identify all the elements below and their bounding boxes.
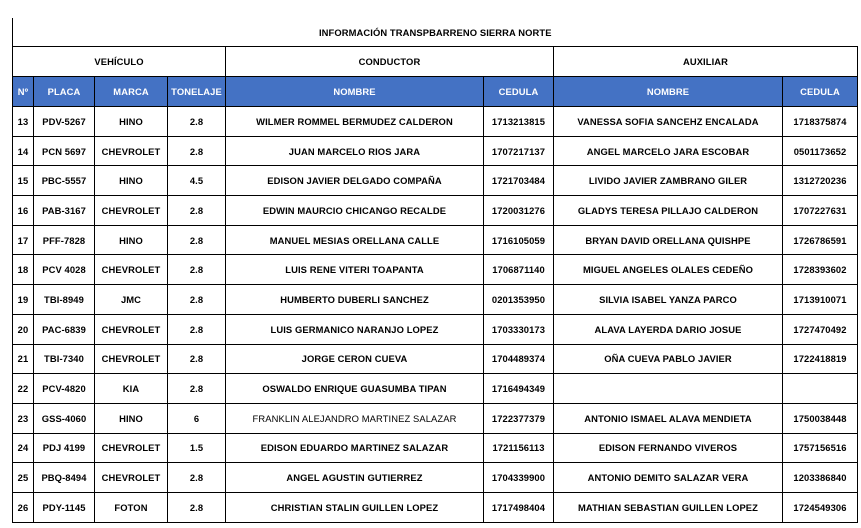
col-header-assistant-id: CEDULA <box>783 77 858 107</box>
cell-number: 23 <box>13 403 34 433</box>
group-driver: CONDUCTOR <box>226 47 554 77</box>
cell-plate: PBC-5557 <box>34 166 95 196</box>
cell-assistant-name: LIVIDO JAVIER ZAMBRANO GILER <box>554 166 783 196</box>
cell-assistant-id: 1724549306 <box>783 492 858 522</box>
cell-number: 17 <box>13 225 34 255</box>
cell-assistant-name: ANGEL MARCELO JARA ESCOBAR <box>554 136 783 166</box>
cell-tonnage: 2.8 <box>168 255 226 285</box>
cell-driver-name: HUMBERTO DUBERLI SANCHEZ <box>226 285 484 315</box>
cell-plate: TBI-8949 <box>34 285 95 315</box>
cell-driver-id: 1713213815 <box>484 107 554 137</box>
cell-driver-name: CHRISTIAN STALIN GUILLEN LOPEZ <box>226 492 484 522</box>
cell-driver-id: 1704339900 <box>484 463 554 493</box>
col-header-brand: MARCA <box>95 77 168 107</box>
table-row <box>13 196 858 226</box>
cell-plate: PDY-1145 <box>34 492 95 522</box>
cell-assistant-id: 1726786591 <box>783 225 858 255</box>
cell-plate: PAC-6839 <box>34 314 95 344</box>
cell-driver-id: 1706871140 <box>484 255 554 285</box>
cell-tonnage: 2.8 <box>168 136 226 166</box>
cell-tonnage: 4.5 <box>168 166 226 196</box>
cell-plate: PFF-7828 <box>34 225 95 255</box>
group-assistant: AUXILIAR <box>554 47 858 77</box>
cell-number: 19 <box>13 285 34 315</box>
cell-tonnage: 2.8 <box>168 285 226 315</box>
table-row <box>13 136 858 166</box>
cell-driver-id: 0201353950 <box>484 285 554 315</box>
cell-assistant-id: 1728393602 <box>783 255 858 285</box>
cell-plate: PCN 5697 <box>34 136 95 166</box>
cell-tonnage: 2.8 <box>168 374 226 404</box>
cell-number: 25 <box>13 463 34 493</box>
cell-tonnage: 2.8 <box>168 107 226 137</box>
cell-number: 14 <box>13 136 34 166</box>
cell-driver-name: MANUEL MESIAS ORELLANA CALLE <box>226 225 484 255</box>
cell-driver-id: 1722377379 <box>484 403 554 433</box>
cell-brand: HINO <box>95 403 168 433</box>
cell-number: 20 <box>13 314 34 344</box>
table-row <box>13 403 858 433</box>
cell-driver-name: LUIS GERMANICO NARANJO LOPEZ <box>226 314 484 344</box>
cell-plate: GSS-4060 <box>34 403 95 433</box>
table-row <box>13 107 858 137</box>
cell-driver-name: EDISON JAVIER DELGADO COMPAÑA <box>226 166 484 196</box>
cell-assistant-name: MATHIAN SEBASTIAN GUILLEN LOPEZ <box>554 492 783 522</box>
cell-driver-name: JUAN MARCELO RIOS JARA <box>226 136 484 166</box>
group-header-row <box>13 47 858 77</box>
col-header-tonnage: TONELAJE <box>168 77 226 107</box>
cell-assistant-name: EDISON FERNANDO VIVEROS <box>554 433 783 463</box>
cell-assistant-id: 1727470492 <box>783 314 858 344</box>
title-row <box>13 18 858 47</box>
cell-assistant-name: ANTONIO DEMITO SALAZAR VERA <box>554 463 783 493</box>
cell-tonnage: 2.8 <box>168 314 226 344</box>
cell-plate: TBI-7340 <box>34 344 95 374</box>
cell-number: 24 <box>13 433 34 463</box>
cell-tonnage: 2.8 <box>168 344 226 374</box>
table-row <box>13 255 858 285</box>
cell-assistant-name: GLADYS TERESA PILLAJO CALDERON <box>554 196 783 226</box>
cell-assistant-name: SILVIA ISABEL YANZA PARCO <box>554 285 783 315</box>
table-row <box>13 166 858 196</box>
cell-assistant-id: 1722418819 <box>783 344 858 374</box>
cell-brand: FOTON <box>95 492 168 522</box>
cell-assistant-id <box>783 374 858 404</box>
cell-tonnage: 6 <box>168 403 226 433</box>
cell-driver-name: JORGE CERON CUEVA <box>226 344 484 374</box>
cell-driver-id: 1704489374 <box>484 344 554 374</box>
cell-assistant-name: ANTONIO ISMAEL ALAVA MENDIETA <box>554 403 783 433</box>
table-row <box>13 374 858 404</box>
cell-driver-name: OSWALDO ENRIQUE GUASUMBA TIPAN <box>226 374 484 404</box>
cell-assistant-id: 1757156516 <box>783 433 858 463</box>
cell-number: 15 <box>13 166 34 196</box>
cell-driver-id: 1720031276 <box>484 196 554 226</box>
cell-brand: HINO <box>95 107 168 137</box>
cell-assistant-id: 1713910071 <box>783 285 858 315</box>
cell-driver-name: EDISON EDUARDO MARTINEZ SALAZAR <box>226 433 484 463</box>
col-header-plate: PLACA <box>34 77 95 107</box>
col-header-assistant-name: NOMBRE <box>554 77 783 107</box>
cell-driver-id: 1721703484 <box>484 166 554 196</box>
cell-brand: JMC <box>95 285 168 315</box>
cell-brand: CHEVROLET <box>95 255 168 285</box>
cell-tonnage: 2.8 <box>168 196 226 226</box>
cell-brand: HINO <box>95 166 168 196</box>
cell-number: 16 <box>13 196 34 226</box>
cell-plate: PCV-4820 <box>34 374 95 404</box>
cell-number: 13 <box>13 107 34 137</box>
cell-assistant-id: 1718375874 <box>783 107 858 137</box>
cell-driver-name: EDWIN MAURCIO CHICANGO RECALDE <box>226 196 484 226</box>
cell-number: 21 <box>13 344 34 374</box>
cell-driver-id: 1716105059 <box>484 225 554 255</box>
cell-brand: CHEVROLET <box>95 136 168 166</box>
table-row <box>13 344 858 374</box>
col-header-driver-name: NOMBRE <box>226 77 484 107</box>
cell-plate: PAB-3167 <box>34 196 95 226</box>
table-title: INFORMACIÓN TRANSPBARRENO SIERRA NORTE <box>13 18 858 47</box>
cell-plate: PCV 4028 <box>34 255 95 285</box>
cell-number: 22 <box>13 374 34 404</box>
cell-assistant-id: 1750038448 <box>783 403 858 433</box>
cell-plate: PDV-5267 <box>34 107 95 137</box>
cell-assistant-name: MIGUEL ANGELES OLALES CEDEÑO <box>554 255 783 285</box>
col-header-number: Nº <box>13 77 34 107</box>
cell-driver-id: 1717498404 <box>484 492 554 522</box>
cell-driver-id: 1721156113 <box>484 433 554 463</box>
cell-assistant-id: 0501173652 <box>783 136 858 166</box>
cell-tonnage: 2.8 <box>168 492 226 522</box>
table-row <box>13 285 858 315</box>
cell-brand: CHEVROLET <box>95 314 168 344</box>
cell-assistant-id: 1312720236 <box>783 166 858 196</box>
table-row <box>13 433 858 463</box>
cell-brand: HINO <box>95 225 168 255</box>
vehicle-info-table <box>12 18 858 523</box>
cell-assistant-name: BRYAN DAVID ORELLANA QUISHPE <box>554 225 783 255</box>
cell-driver-id: 1716494349 <box>484 374 554 404</box>
cell-brand: CHEVROLET <box>95 196 168 226</box>
cell-driver-name: WILMER ROMMEL BERMUDEZ CALDERON <box>226 107 484 137</box>
cell-driver-id: 1707217137 <box>484 136 554 166</box>
cell-assistant-name <box>554 374 783 404</box>
cell-brand: CHEVROLET <box>95 433 168 463</box>
group-vehicle: VEHÍCULO <box>13 47 226 77</box>
cell-plate: PBQ-8494 <box>34 463 95 493</box>
cell-number: 26 <box>13 492 34 522</box>
cell-brand: KIA <box>95 374 168 404</box>
cell-driver-name: LUIS RENE VITERI TOAPANTA <box>226 255 484 285</box>
cell-brand: CHEVROLET <box>95 344 168 374</box>
cell-tonnage: 1.5 <box>168 433 226 463</box>
cell-number: 18 <box>13 255 34 285</box>
table-row <box>13 492 858 522</box>
column-header-row <box>13 77 858 107</box>
cell-assistant-name: VANESSA SOFIA SANCEHZ ENCALADA <box>554 107 783 137</box>
table-row <box>13 314 858 344</box>
cell-driver-id: 1703330173 <box>484 314 554 344</box>
cell-brand: CHEVROLET <box>95 463 168 493</box>
cell-driver-name: FRANKLIN ALEJANDRO MARTINEZ SALAZAR <box>226 403 484 433</box>
table-row <box>13 463 858 493</box>
table-row <box>13 225 858 255</box>
cell-assistant-id: 1203386840 <box>783 463 858 493</box>
cell-assistant-name: ALAVA LAYERDA DARIO JOSUE <box>554 314 783 344</box>
cell-assistant-name: OÑA CUEVA PABLO JAVIER <box>554 344 783 374</box>
cell-tonnage: 2.8 <box>168 225 226 255</box>
cell-driver-name: ANGEL AGUSTIN GUTIERREZ <box>226 463 484 493</box>
cell-assistant-id: 1707227631 <box>783 196 858 226</box>
col-header-driver-id: CEDULA <box>484 77 554 107</box>
cell-plate: PDJ 4199 <box>34 433 95 463</box>
cell-tonnage: 2.8 <box>168 463 226 493</box>
